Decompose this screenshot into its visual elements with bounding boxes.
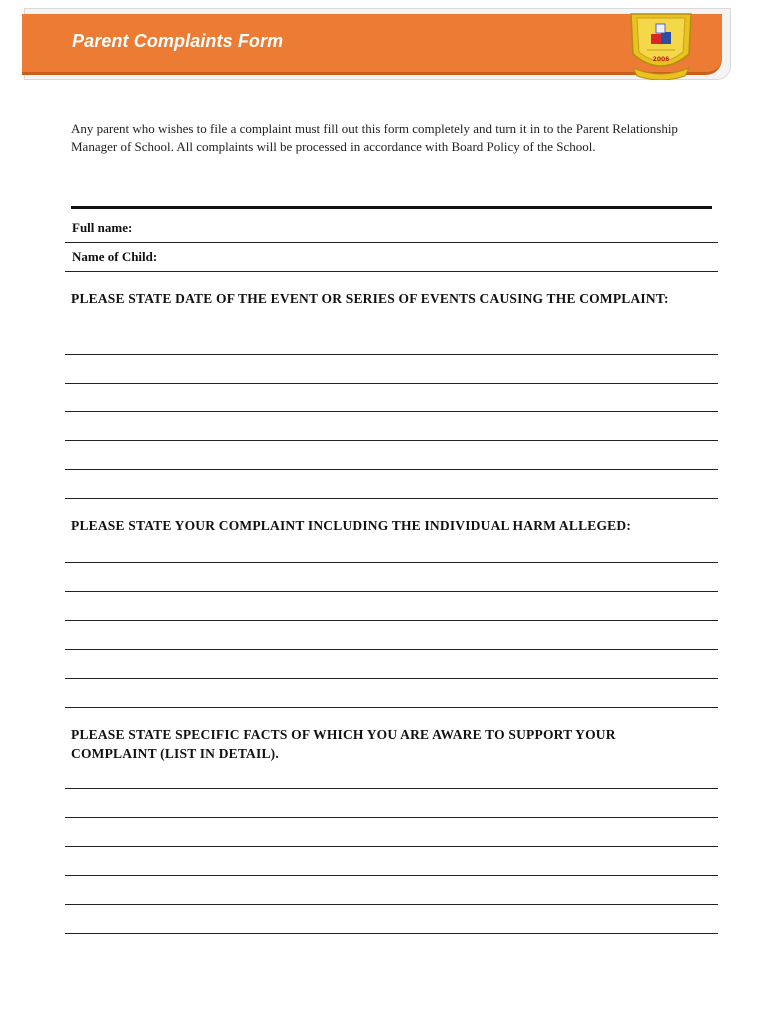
complaint-answer-line[interactable]	[65, 707, 718, 708]
intro-paragraph: Any parent who wishes to file a complaint must fill out this form completely and turn it in to the Parent Relationship Manager of School. All complaints will be processed in accordance with Board Policy of the School.	[71, 121, 678, 154]
complaint-answer-line[interactable]	[65, 678, 718, 679]
complaint-answer-line[interactable]	[65, 620, 718, 621]
divider-thick	[71, 206, 712, 209]
facts-answer-line[interactable]	[65, 817, 718, 818]
date-answer-line[interactable]	[65, 469, 718, 470]
date-answer-line[interactable]	[65, 498, 718, 499]
facts-answer-line[interactable]	[65, 846, 718, 847]
facts-answer-line[interactable]	[65, 933, 718, 934]
date-answer-line[interactable]	[65, 411, 718, 412]
logo-year: 2006	[652, 56, 670, 63]
section-facts-question: PLEASE STATE SPECIFIC FACTS OF WHICH YOU ARE AWARE TO SUPPORT YOUR COMPLAINT (LIST IN DETAIL).	[71, 727, 616, 761]
facts-answer-line[interactable]	[65, 788, 718, 789]
date-answer-line[interactable]	[65, 354, 718, 355]
form-title: Parent Complaints Form	[72, 31, 284, 51]
child-name-label: Name of Child:	[72, 249, 158, 264]
facts-answer-line[interactable]	[65, 875, 718, 876]
date-answer-line[interactable]	[65, 383, 718, 384]
section-date-question: PLEASE STATE DATE OF THE EVENT OR SERIES OF EVENTS CAUSING THE COMPLAINT:	[71, 291, 669, 306]
complaint-answer-line[interactable]	[65, 649, 718, 650]
full-name-field[interactable]	[65, 242, 718, 243]
complaint-answer-line[interactable]	[65, 591, 718, 592]
date-answer-line[interactable]	[65, 440, 718, 441]
facts-answer-line[interactable]	[65, 904, 718, 905]
complaint-answer-line[interactable]	[65, 562, 718, 563]
section-complaint-question: PLEASE STATE YOUR COMPLAINT INCLUDING THE INDIVIDUAL HARM ALLEGED:	[71, 518, 632, 533]
child-name-field[interactable]	[65, 271, 718, 272]
school-crest-logo	[625, 10, 697, 80]
full-name-label: Full name:	[72, 220, 133, 235]
